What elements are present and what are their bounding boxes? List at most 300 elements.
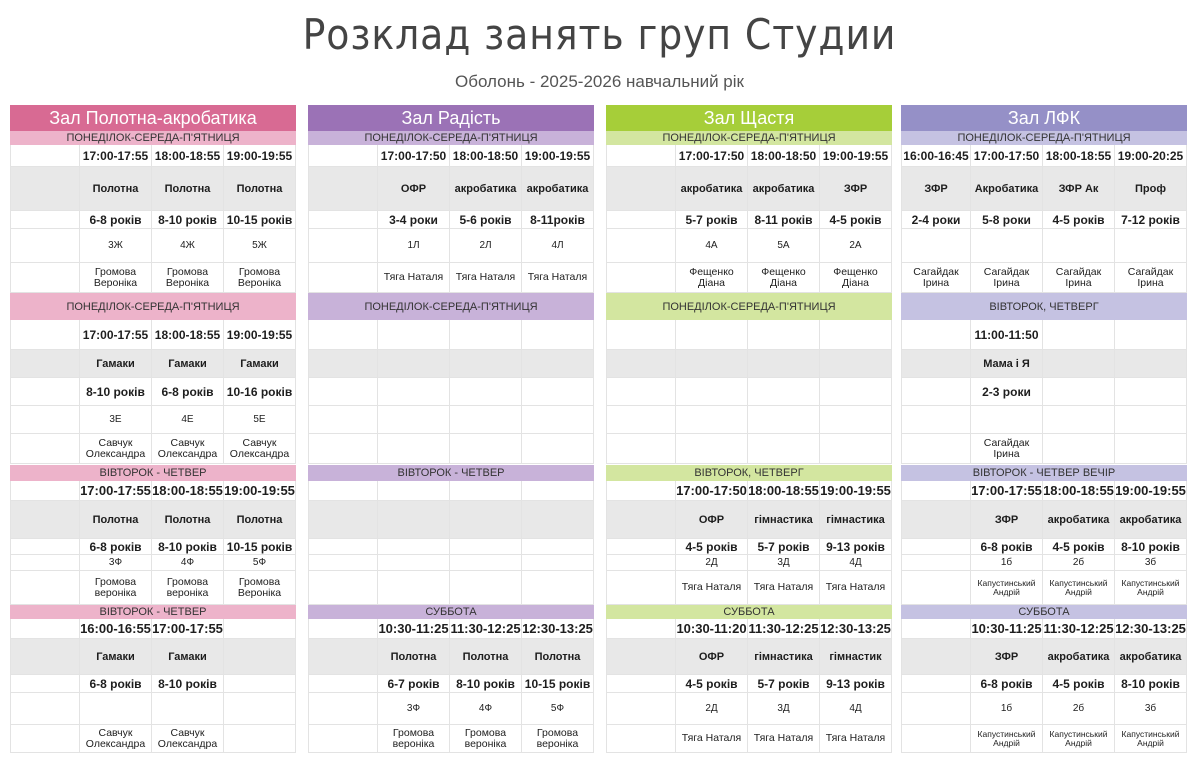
schedule-row: [308, 555, 594, 571]
time-cell: [10, 481, 80, 501]
day-header: ВІВТОРОК, ЧЕТВЕРГ: [901, 293, 1187, 320]
teacher-cell: [308, 571, 378, 605]
group-code-cell: 3б: [1115, 693, 1187, 725]
schedule-block: [308, 293, 594, 464]
time-cell: 17:00-17:55: [971, 481, 1043, 501]
class-name-cell: Гамаки: [152, 350, 224, 378]
teacher-cell: Савчук Олександра: [152, 434, 224, 464]
class-name-cell: ЗФР: [820, 167, 892, 211]
time-cell: 17:00-17:55: [80, 481, 152, 501]
class-name-cell: [450, 350, 522, 378]
schedule-row: [10, 501, 296, 539]
schedule-row: [308, 378, 594, 406]
group-code-cell: 2Л: [450, 229, 522, 263]
schedule-row: [10, 539, 296, 555]
class-name-cell: Полотна: [152, 501, 224, 539]
time-cell: [606, 320, 676, 350]
group-code-cell: [606, 229, 676, 263]
class-name-cell: Полотна: [80, 501, 152, 539]
class-name-cell: [450, 501, 522, 539]
teacher-cell: [1115, 434, 1187, 464]
schedule-row: [606, 378, 892, 406]
teacher-cell: [308, 434, 378, 464]
hall-panel: [901, 105, 1187, 753]
class-name-cell: [10, 350, 80, 378]
teacher-cell: [820, 434, 892, 464]
group-code-cell: [308, 229, 378, 263]
page-title: Розклад занять груп Студии: [302, 10, 897, 59]
schedule-row: [606, 481, 892, 501]
group-code-cell: 5Е: [224, 406, 296, 434]
time-cell: [378, 320, 450, 350]
class-name-cell: [748, 350, 820, 378]
group-code-cell: [1043, 229, 1115, 263]
day-header: ПОНЕДІЛОК-СЕРЕДА-П'ЯТНИЦЯ: [308, 293, 594, 320]
schedule-row: [10, 167, 296, 211]
class-name-cell: Полотна: [224, 167, 296, 211]
group-code-cell: [901, 229, 971, 263]
day-header: ВІВТОРОК - ЧЕТВЕР: [308, 465, 594, 481]
group-code-cell: [901, 406, 971, 434]
schedule-block: [901, 131, 1187, 293]
class-name-cell: Полотна: [224, 501, 296, 539]
class-name-cell: Мама і Я: [971, 350, 1043, 378]
class-name-cell: [522, 501, 594, 539]
class-name-cell: [820, 350, 892, 378]
age-cell: [1043, 378, 1115, 406]
hall-title: Зал Щастя: [606, 105, 892, 131]
schedule-row: [606, 406, 892, 434]
group-code-cell: 3Ф: [80, 555, 152, 571]
schedule-row: [308, 167, 594, 211]
teacher-cell: Громова вероніка: [378, 725, 450, 753]
group-code-cell: 3Д: [748, 555, 820, 571]
age-cell: 5-8 роки: [971, 211, 1043, 229]
time-cell: 18:00-18:50: [450, 145, 522, 167]
teacher-cell: Громова Вероніка: [80, 263, 152, 293]
time-cell: 12:30-13:25: [522, 619, 594, 639]
time-cell: 19:00-19:55: [1115, 481, 1187, 501]
group-code-cell: [152, 693, 224, 725]
age-cell: 8-10 років: [152, 675, 224, 693]
time-cell: [522, 320, 594, 350]
age-cell: 5-7 років: [748, 675, 820, 693]
group-code-cell: [971, 229, 1043, 263]
age-cell: 4-5 років: [1043, 211, 1115, 229]
class-name-cell: Полотна: [378, 639, 450, 675]
teacher-cell: Тяга Наталя: [450, 263, 522, 293]
group-code-cell: [378, 555, 450, 571]
class-name-cell: ЗФР: [901, 167, 971, 211]
class-name-cell: акробатика: [1043, 639, 1115, 675]
group-code-cell: [606, 406, 676, 434]
age-cell: 10-15 років: [224, 211, 296, 229]
schedule-row: [606, 725, 892, 753]
schedule-block: [308, 465, 594, 605]
teacher-cell: [748, 434, 820, 464]
group-code-cell: [606, 693, 676, 725]
page-subtitle: Оболонь - 2025-2026 навчальний рік: [455, 72, 744, 91]
teacher-cell: Громова Вероніка: [224, 263, 296, 293]
class-name-cell: акробатика: [748, 167, 820, 211]
teacher-cell: [606, 434, 676, 464]
schedule-block: [308, 131, 594, 293]
group-code-cell: 1Л: [378, 229, 450, 263]
day-header: ПОНЕДІЛОК-СЕРЕДА-П'ЯТНИЦЯ: [606, 293, 892, 320]
age-cell: 5-7 років: [676, 211, 748, 229]
group-code-cell: 3б: [1115, 555, 1187, 571]
class-name-cell: акробатика: [450, 167, 522, 211]
class-name-cell: [676, 350, 748, 378]
schedule-row: [10, 693, 296, 725]
time-cell: [224, 619, 296, 639]
age-cell: 6-8 років: [971, 675, 1043, 693]
teacher-cell: Капустинський Андрій: [971, 725, 1043, 753]
time-cell: [1115, 320, 1187, 350]
age-cell: 9-13 років: [820, 675, 892, 693]
age-cell: [308, 378, 378, 406]
day-header: ПОНЕДІЛОК-СЕРЕДА-П'ЯТНИЦЯ: [10, 293, 296, 320]
age-cell: [378, 539, 450, 555]
age-cell: 2-4 роки: [901, 211, 971, 229]
group-code-cell: 4Л: [522, 229, 594, 263]
day-header: ПОНЕДІЛОК-СЕРЕДА-П'ЯТНИЦЯ: [308, 131, 594, 145]
group-code-cell: 4Д: [820, 555, 892, 571]
schedule-row: [308, 481, 594, 501]
time-cell: 18:00-18:55: [152, 481, 224, 501]
group-code-cell: [224, 693, 296, 725]
schedule-row: [901, 539, 1187, 555]
age-cell: 7-12 років: [1115, 211, 1187, 229]
time-cell: [676, 320, 748, 350]
class-name-cell: акробатика: [676, 167, 748, 211]
age-cell: [901, 539, 971, 555]
group-code-cell: [901, 555, 971, 571]
teacher-cell: [450, 434, 522, 464]
day-header: ВІВТОРОК, ЧЕТВЕРГ: [606, 465, 892, 481]
teacher-cell: Сагайдак Ірина: [971, 434, 1043, 464]
age-cell: [10, 539, 80, 555]
class-name-cell: [901, 639, 971, 675]
time-cell: [308, 145, 378, 167]
class-name-cell: Гамаки: [224, 350, 296, 378]
schedule-row: [901, 320, 1187, 350]
teacher-cell: [10, 434, 80, 464]
age-cell: 5-6 років: [450, 211, 522, 229]
age-cell: [450, 539, 522, 555]
schedule-row: [901, 675, 1187, 693]
schedule-row: [308, 619, 594, 639]
schedule-row: [10, 406, 296, 434]
age-cell: 6-8 років: [971, 539, 1043, 555]
schedule-block: [901, 293, 1187, 464]
group-code-cell: 4Ж: [152, 229, 224, 263]
group-code-cell: 3Ф: [378, 693, 450, 725]
group-code-cell: 3Ж: [80, 229, 152, 263]
schedule-row: [10, 350, 296, 378]
schedule-row: [606, 145, 892, 167]
age-cell: 8-10 років: [450, 675, 522, 693]
class-name-cell: Полотна: [522, 639, 594, 675]
group-code-cell: [10, 406, 80, 434]
group-code-cell: [10, 693, 80, 725]
schedule-row: [308, 693, 594, 725]
time-cell: 17:00-17:50: [378, 145, 450, 167]
class-name-cell: [901, 501, 971, 539]
time-cell: [748, 320, 820, 350]
class-name-cell: ЗФР: [971, 639, 1043, 675]
age-cell: 3-4 роки: [378, 211, 450, 229]
teacher-cell: Капустинський Андрій: [971, 571, 1043, 605]
time-cell: 19:00-19:55: [522, 145, 594, 167]
age-cell: [606, 539, 676, 555]
group-code-cell: [1043, 406, 1115, 434]
teacher-cell: Фещенко Діана: [748, 263, 820, 293]
class-name-cell: акробатика: [1115, 501, 1187, 539]
schedule-block: [901, 465, 1187, 605]
group-code-cell: [308, 406, 378, 434]
time-cell: 10:30-11:20: [676, 619, 748, 639]
age-cell: 6-8 років: [80, 539, 152, 555]
age-cell: 4-5 років: [1043, 539, 1115, 555]
group-code-cell: 1б: [971, 693, 1043, 725]
schedule-row: [10, 378, 296, 406]
schedule-row: [901, 639, 1187, 675]
time-cell: 17:00-17:55: [152, 619, 224, 639]
schedule-row: [10, 434, 296, 464]
teacher-cell: Капустинський Андрій: [1043, 571, 1115, 605]
group-code-cell: [522, 555, 594, 571]
group-code-cell: 4Ф: [152, 555, 224, 571]
time-cell: [522, 481, 594, 501]
schedule-block: [901, 605, 1187, 753]
schedule-row: [10, 263, 296, 293]
age-cell: 4-5 років: [676, 539, 748, 555]
time-cell: [901, 320, 971, 350]
time-cell: [606, 619, 676, 639]
schedule-row: [901, 725, 1187, 753]
group-code-cell: 4Ф: [450, 693, 522, 725]
time-cell: [308, 481, 378, 501]
schedule-row: [901, 263, 1187, 293]
schedule-row: [10, 229, 296, 263]
schedule-block: [308, 605, 594, 753]
group-code-cell: [378, 406, 450, 434]
teacher-cell: Сагайдак Ірина: [901, 263, 971, 293]
schedule-row: [901, 406, 1187, 434]
schedule-row: [10, 675, 296, 693]
schedule-row: [308, 229, 594, 263]
schedule-block: [606, 131, 892, 293]
teacher-cell: Громова вероніка: [152, 571, 224, 605]
class-name-cell: Полотна: [80, 167, 152, 211]
teacher-cell: Тяга Наталя: [820, 571, 892, 605]
age-cell: 10-15 років: [522, 675, 594, 693]
group-code-cell: 2Д: [676, 693, 748, 725]
teacher-cell: Фещенко Діана: [676, 263, 748, 293]
schedule-row: [901, 145, 1187, 167]
class-name-cell: Полотна: [450, 639, 522, 675]
schedule-row: [308, 145, 594, 167]
group-code-cell: [80, 693, 152, 725]
time-cell: [820, 320, 892, 350]
hall-title: Зал Радість: [308, 105, 594, 131]
class-name-cell: Гамаки: [80, 639, 152, 675]
schedule-row: [308, 263, 594, 293]
teacher-cell: Громова вероніка: [450, 725, 522, 753]
age-cell: [522, 539, 594, 555]
age-cell: 8-11 років: [748, 211, 820, 229]
age-cell: [378, 378, 450, 406]
schedule-row: [308, 320, 594, 350]
hall-panel: [308, 105, 594, 753]
group-code-cell: [748, 406, 820, 434]
teacher-cell: Тяга Наталя: [676, 725, 748, 753]
time-cell: 10:30-11:25: [971, 619, 1043, 639]
age-cell: 6-7 років: [378, 675, 450, 693]
age-cell: 8-10 років: [152, 211, 224, 229]
time-cell: 19:00-19:55: [820, 481, 892, 501]
time-cell: 18:00-18:55: [152, 145, 224, 167]
teacher-cell: [378, 434, 450, 464]
time-cell: 11:30-12:25: [1043, 619, 1115, 639]
teacher-cell: [450, 571, 522, 605]
time-cell: [308, 320, 378, 350]
teacher-cell: [224, 725, 296, 753]
day-header: ВІВТОРОК - ЧЕТВЕР: [10, 465, 296, 481]
schedule-row: [308, 539, 594, 555]
schedule-block: [10, 465, 296, 605]
class-name-cell: акробатика: [522, 167, 594, 211]
time-cell: 16:00-16:55: [80, 619, 152, 639]
schedule-row: [901, 693, 1187, 725]
time-cell: [1043, 320, 1115, 350]
schedule-row: [606, 211, 892, 229]
age-cell: 8-10 років: [1115, 539, 1187, 555]
teacher-cell: Савчук Олександра: [80, 434, 152, 464]
time-cell: [901, 481, 971, 501]
class-name-cell: [308, 639, 378, 675]
age-cell: 8-10 років: [1115, 675, 1187, 693]
age-cell: 6-8 років: [80, 211, 152, 229]
age-cell: [522, 378, 594, 406]
teacher-cell: Громова вероніка: [522, 725, 594, 753]
time-cell: 16:00-16:45: [901, 145, 971, 167]
schedule-row: [10, 571, 296, 605]
group-code-cell: [1115, 229, 1187, 263]
age-cell: [308, 675, 378, 693]
schedule-row: [10, 211, 296, 229]
schedule-row: [606, 320, 892, 350]
schedule-row: [308, 725, 594, 753]
class-name-cell: [10, 501, 80, 539]
teacher-cell: [901, 571, 971, 605]
schedule-block: [606, 293, 892, 464]
age-cell: 8-11років: [522, 211, 594, 229]
schedule-row: [606, 434, 892, 464]
schedule-row: [901, 229, 1187, 263]
schedule-row: [606, 675, 892, 693]
time-cell: 11:30-12:25: [748, 619, 820, 639]
class-name-cell: [10, 639, 80, 675]
teacher-cell: Капустинський Андрій: [1043, 725, 1115, 753]
group-code-cell: [308, 555, 378, 571]
age-cell: 6-8 років: [80, 675, 152, 693]
age-cell: 4-5 років: [676, 675, 748, 693]
hall-panel: [10, 105, 296, 753]
time-cell: 17:00-17:50: [676, 481, 748, 501]
time-cell: 18:00-18:55: [152, 320, 224, 350]
schedule-row: [10, 639, 296, 675]
age-cell: [450, 378, 522, 406]
group-code-cell: 3Е: [80, 406, 152, 434]
schedule-row: [308, 571, 594, 605]
time-cell: 12:30-13:25: [820, 619, 892, 639]
teacher-cell: Громова Вероніка: [152, 263, 224, 293]
group-code-cell: 5Ф: [224, 555, 296, 571]
teacher-cell: Фещенко Діана: [820, 263, 892, 293]
class-name-cell: [606, 501, 676, 539]
schedule-row: [901, 555, 1187, 571]
time-cell: 19:00-19:55: [820, 145, 892, 167]
schedule-row: [606, 571, 892, 605]
group-code-cell: [1115, 406, 1187, 434]
schedule-row: [308, 211, 594, 229]
age-cell: [10, 675, 80, 693]
age-cell: [308, 211, 378, 229]
day-header: ПОНЕДІЛОК-СЕРЕДА-П'ЯТНИЦЯ: [901, 131, 1187, 145]
age-cell: 8-10 років: [80, 378, 152, 406]
age-cell: 2-3 роки: [971, 378, 1043, 406]
schedule-row: [10, 481, 296, 501]
day-header: ВІВТОРОК - ЧЕТВЕР ВЕЧІР: [901, 465, 1187, 481]
schedule-block: [10, 293, 296, 464]
time-cell: [606, 145, 676, 167]
time-cell: 17:00-17:55: [80, 145, 152, 167]
day-header: СУББОТА: [606, 605, 892, 619]
class-name-cell: Гамаки: [80, 350, 152, 378]
time-cell: [10, 320, 80, 350]
group-code-cell: 5А: [748, 229, 820, 263]
teacher-cell: [10, 725, 80, 753]
teacher-cell: Громова Вероніка: [224, 571, 296, 605]
schedule-row: [901, 434, 1187, 464]
schedule-row: [308, 675, 594, 693]
class-name-cell: [1043, 350, 1115, 378]
group-code-cell: [10, 229, 80, 263]
schedule-row: [308, 501, 594, 539]
age-cell: 10-15 років: [224, 539, 296, 555]
class-name-cell: Полотна: [152, 167, 224, 211]
hall-title: Зал ЛФК: [901, 105, 1187, 131]
age-cell: [10, 378, 80, 406]
schedule-row: [308, 350, 594, 378]
schedule-row: [901, 350, 1187, 378]
teacher-cell: [10, 571, 80, 605]
schedule-block: [606, 605, 892, 753]
teacher-cell: Сагайдак Ірина: [1115, 263, 1187, 293]
day-header: ВІВТОРОК - ЧЕТВЕР: [10, 605, 296, 619]
group-code-cell: 5Ф: [522, 693, 594, 725]
schedule-row: [901, 378, 1187, 406]
schedule-row: [10, 555, 296, 571]
class-name-cell: гімнастик: [820, 639, 892, 675]
time-cell: 10:30-11:25: [378, 619, 450, 639]
time-cell: 17:00-17:55: [80, 320, 152, 350]
class-name-cell: акробатика: [1115, 639, 1187, 675]
age-cell: 6-8 років: [152, 378, 224, 406]
hall-panel: [606, 105, 892, 753]
